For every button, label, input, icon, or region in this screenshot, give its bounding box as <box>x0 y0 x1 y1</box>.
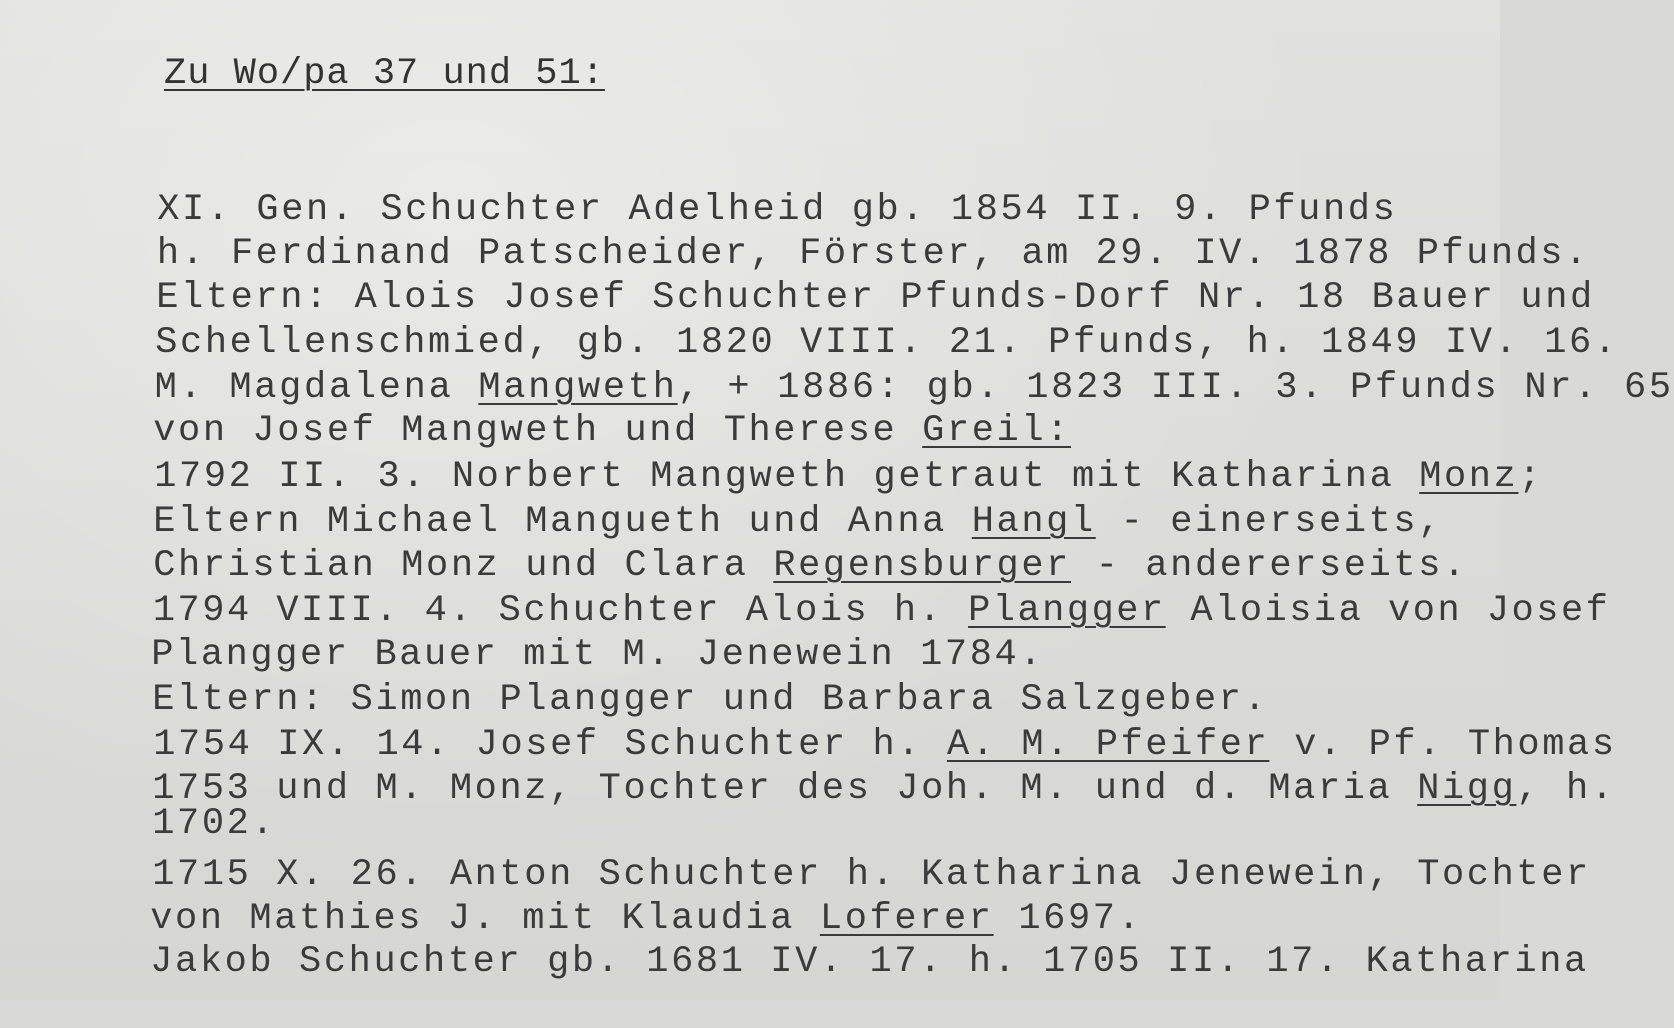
underlined-name: Greil: <box>922 410 1071 452</box>
text-segment: Eltern: Alois Josef Schuchter Pfunds-Dorf Nr. 18 Bauer und <box>156 277 1595 319</box>
text-line <box>51 896 1589 1028</box>
text-segment: 1792 II. 3. Norbert Mangweth getraut mit Katharina <box>154 456 1420 498</box>
text-segment: 1697. <box>993 898 1143 940</box>
underlined-name: Plangger <box>968 590 1166 632</box>
text-segment: 1715 X. 26. Anton Schuchter h. Katharina Jenewein, Tochter <box>152 854 1591 896</box>
page-heading: Zu Wo/pa 37 und 51: <box>164 53 605 95</box>
text-segment: , + 1886: gb. 1823 III. 3. Pfunds Nr. 65 <box>677 367 1674 409</box>
text-segment: Plangger Bauer mit M. Jenewein 1784. <box>151 634 1045 676</box>
text-segment: Jakob Schuchter gb. 1681 IV. 17. h. 1705 II. 17. Katharina <box>150 941 1589 983</box>
underlined-name: Monz <box>1419 456 1519 498</box>
text-segment: XI. Gen. Schuchter Adelheid gb. 1854 II. 9. Pfunds <box>157 189 1398 231</box>
text-segment: - andererseits. <box>1070 545 1468 587</box>
text-segment: , h. <box>1516 768 1616 810</box>
text-segment: - einerseits, <box>1095 501 1444 543</box>
underlined-name: Hangl <box>971 501 1096 543</box>
underlined-name: Regensburger <box>773 545 1071 587</box>
text-segment: h. Ferdinand Patscheider, Förster, am 29. IV. 1878 Pfunds. <box>156 233 1590 275</box>
text-segment: Eltern Michael Mangueth und Anna <box>153 501 972 543</box>
text-segment: 1753 und M. Monz, Tochter des Joh. M. und d. Maria <box>152 768 1418 810</box>
text-segment: M. Magdalena <box>154 367 479 409</box>
text-segment: 1702. <box>152 803 277 845</box>
text-segment: ; <box>1518 456 1544 498</box>
underlined-name: A. M. Pfeifer <box>946 724 1270 766</box>
text-segment: 1794 VIII. 4. Schuchter Alois h. <box>152 590 969 632</box>
underlined-name: Nigg <box>1417 768 1517 810</box>
underlined-name: Mangweth <box>478 367 678 409</box>
text-segment: Eltern: Simon Plangger und Barbara Salzgeber. <box>152 679 1269 721</box>
text-segment: Christian Monz und Clara <box>153 545 774 587</box>
underlined-name: Loferer <box>819 898 994 940</box>
text-segment: 1754 IX. 14. Josef Schuchter h. <box>153 724 947 766</box>
text-segment: Aloisia von Josef <box>1165 590 1611 632</box>
text-segment: v. Pf. Thomas <box>1269 724 1617 766</box>
text-segment: von Mathies J. mit Klaudia <box>150 898 820 940</box>
text-segment: Schellenschmied, gb. 1820 VIII. 21. Pfunds, h. 1849 IV. 16. <box>155 322 1619 364</box>
text-segment: von Josef Mangweth und Therese <box>153 410 923 452</box>
